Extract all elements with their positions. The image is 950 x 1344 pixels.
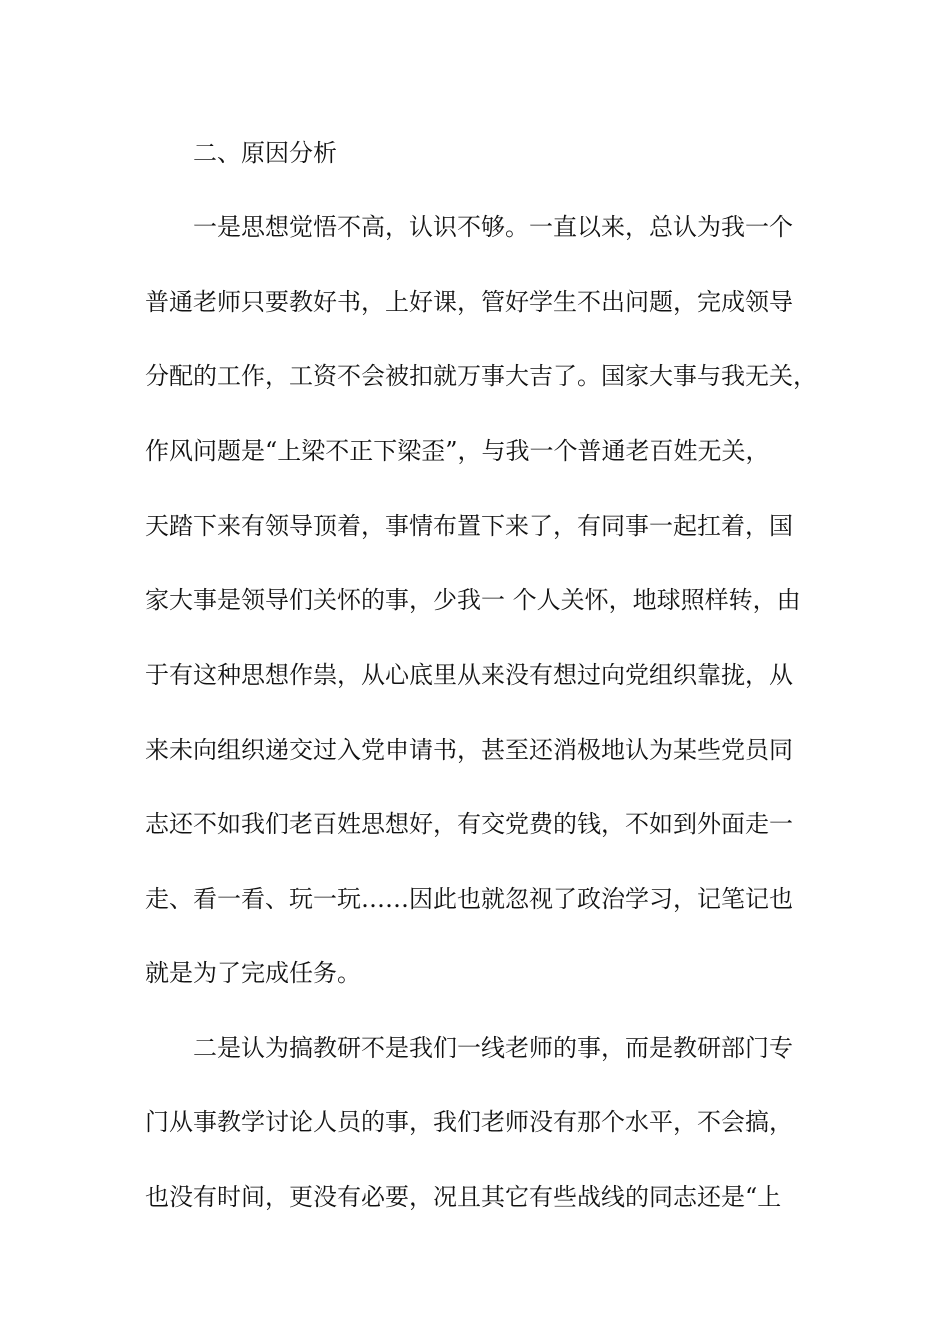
paragraph-line: 作风问题是“上梁不正下梁歪”，与我一个普通老百姓无关， (145, 437, 770, 465)
section-heading: 二、原因分析 (193, 139, 337, 167)
paragraph-line: 普通老师只要教好书，上好课，管好学生不出问题，完成领导 (145, 288, 793, 316)
paragraph-line: 也没有时间，更没有必要，况且其它有些战线的同志还是“上 (145, 1183, 782, 1211)
paragraph-line: 一是思想觉悟不高，认识不够。一直以来，总认为我一个 (193, 213, 793, 241)
paragraph-line: 家大事是领导们关怀的事，少我一 个人关怀，地球照样转，由 (145, 586, 801, 614)
paragraph-line: 天踏下来有领导顶着，事情布置下来了，有同事一起扛着，国 (145, 512, 793, 540)
paragraph-line: 就是为了完成任务。 (145, 959, 361, 987)
paragraph-line: 门从事教学讨论人员的事，我们老师没有那个水平，不会搞， (145, 1108, 793, 1136)
paragraph-line: 分配的工作，工资不会被扣就万事大吉了。国家大事与我无关， (145, 362, 817, 390)
paragraph-line: 志还不如我们老百姓思想好，有交党费的钱，不如到外面走一 (145, 810, 793, 838)
paragraph-line: 于有这种思想作祟，从心底里从来没有想过向党组织靠拢，从 (145, 661, 793, 689)
paragraph-line: 二是认为搞教研不是我们一线老师的事，而是教研部门专 (193, 1034, 793, 1062)
paragraph-line: 走、看一看、玩一玩……因此也就忽视了政治学习，记笔记也 (145, 885, 793, 913)
paragraph-line: 来未向组织递交过入党申请书，甚至还消极地认为某些党员同 (145, 736, 793, 764)
